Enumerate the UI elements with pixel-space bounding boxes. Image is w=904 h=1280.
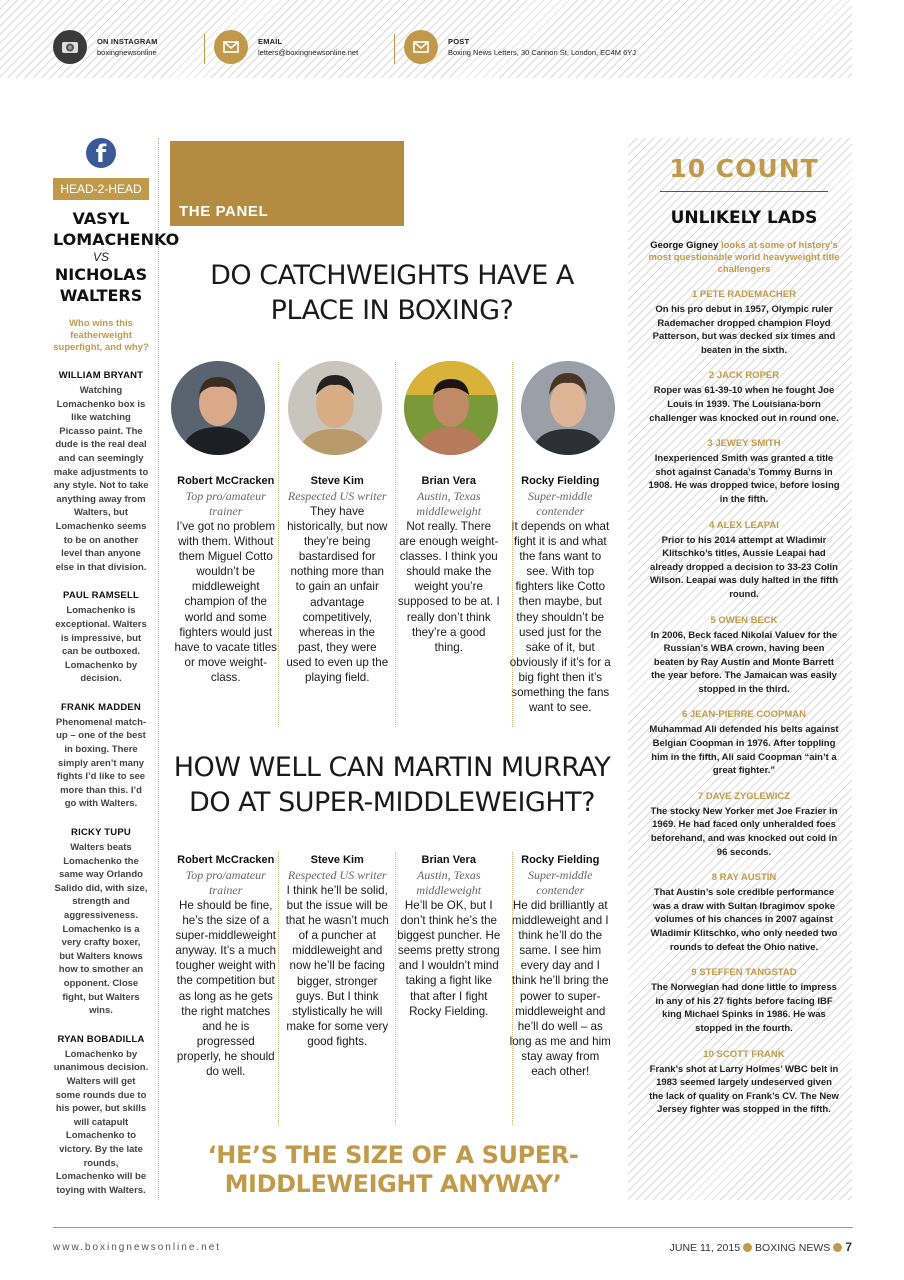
entry-title: 2 JACK ROPER	[708, 370, 780, 382]
panel-member	[505, 853, 617, 1079]
ten-count-byline	[648, 240, 840, 276]
list-item	[648, 615, 840, 697]
entry-title: 4 ALEX LEAPAI	[709, 519, 779, 531]
entry-title: 8 RAY AUSTIN	[711, 872, 777, 884]
panel-member	[282, 474, 394, 715]
facebook-icon[interactable]: f	[86, 138, 116, 168]
entry-title: 9 STEFFEN TANGSTAD	[691, 967, 797, 979]
fighter-two: NICHOLAS WALTERS	[54, 265, 148, 305]
panel-answers-two	[170, 853, 616, 1079]
envelope-icon	[214, 30, 248, 64]
entry-text: Muhammad Ali defended his belts against Belgian Coopman in 1976. After toppling him in the fifth, Ali said Coopman “ain’t a great fighter.”	[649, 724, 839, 777]
pundit-entry	[53, 827, 149, 1018]
column-divider	[512, 852, 513, 1125]
page-number: 7	[845, 1240, 852, 1254]
entry-title: 1 PETE RADEMACHER	[692, 289, 796, 300]
list-item	[648, 709, 840, 777]
entry-text: Roper was 61-39-10 when he fought Joe Louis in 1939. The Louisiana-born challenger was knocked out in round one.	[649, 385, 839, 424]
avatar-rocky-fielding	[521, 361, 615, 455]
footer-info	[670, 1240, 852, 1254]
column-divider	[395, 852, 396, 1125]
member-role: Top pro/amateur trainer	[185, 489, 266, 518]
member-answer: He did brilliantly at middleweight and I think he’ll do the same. I see him every day and I think he’ll bring the power to super-middleweight and he’ll do well – as long as me and him stay away from each other!	[509, 899, 611, 1079]
contact-value: boxingnewsonline	[97, 48, 157, 57]
member-answer: I think he’ll be solid, but the issue will be that he wasn’t much of a puncher at middleweight and now he’ll be facing bigger, stronger guys. But I think stylistically he will make for some very good fights.	[285, 884, 389, 1048]
member-role: Austin, Texas middleweight	[416, 868, 482, 897]
ten-count-heading: UNLIKELY LADS	[670, 208, 818, 228]
footer-url[interactable]: www.boxingnewsonline.net	[53, 1242, 222, 1253]
panel-question-two: HOW WELL CAN MARTIN MURRAY DO AT SUPER-MIDDLEWEIGHT?	[173, 752, 611, 818]
list-item	[648, 370, 840, 425]
avatar-robert-mccracken	[171, 361, 265, 455]
pundit-name: WILLIAM BRYANT	[58, 370, 144, 381]
entry-text: The stocky New Yorker met Joe Frazier in 1969. He had faced only unheralded foes beforehand, and was knocked out cold in 96 seconds.	[650, 805, 838, 858]
pundit-entry	[53, 590, 149, 686]
list-item	[648, 289, 840, 357]
entry-title: 6 JEAN-PIERRE COOPMAN	[681, 709, 807, 721]
member-name: Rocky Fielding	[521, 475, 600, 487]
panel-member	[505, 474, 617, 715]
contact-instagram[interactable]	[53, 30, 158, 64]
footer-rule	[53, 1227, 853, 1228]
member-name: Rocky Fielding	[521, 854, 600, 866]
contact-title: ON INSTAGRAM	[97, 37, 158, 46]
column-divider	[158, 138, 159, 1200]
contact-post[interactable]	[404, 30, 636, 64]
entry-text: In 2006, Beck faced Nikolai Valuev for the Russian’s WBA crown, having been beaten by Ray Austin and Monte Barrett the year before. The Jamaican was easily stopped in the third.	[650, 629, 838, 695]
pundit-name: PAUL RAMSELL	[63, 590, 139, 602]
panel-member	[393, 853, 505, 1079]
bullet-icon	[833, 1243, 842, 1252]
entry-text: Inexperienced Smith was granted a title shot against Canada’s Tommy Burns in 1908. He was dropped twice, before losing in the fifth.	[648, 453, 840, 505]
member-role: Respected US writer	[287, 868, 387, 882]
ten-count-column	[628, 138, 852, 1200]
member-answer: They have historically, but now they’re being bastardised for nothing more than to gain an unfair advantage competitively, whereas in the past, they were used to even up the playing field.	[286, 505, 389, 685]
member-name: Steve Kim	[310, 475, 364, 487]
publication-name: BOXING NEWS	[755, 1242, 831, 1254]
contact-value: letters@boxingnewsonline.net	[258, 48, 359, 57]
contact-title: EMAIL	[258, 37, 283, 46]
pundit-text: Phenomenal match-up – one of the best in boxing. There simply aren’t many fights I’d like to see more than this. I’d go with Walters.	[55, 716, 147, 810]
divider	[204, 34, 205, 64]
member-name: Brian Vera	[421, 475, 476, 487]
intro-text: looks at some of history’s most questionable world heavyweight title challengers	[648, 240, 840, 275]
column-divider	[395, 362, 396, 727]
entry-text: Frank’s shot at Larry Holmes’ WBC belt in 1983 seemed largely undeserved given the lack of quality on Frank’s CV. The New Jersey fighter was stopped in the fifth.	[649, 1063, 839, 1116]
panel-answers-one	[170, 474, 616, 715]
member-answer: It depends on what fight it is and what the fans want to see. With top fighters like Cotto then maybe, but they shouldn’t be used just for the sake of it, but obviously if it’s for a big fight then it’s something the fans want to see.	[509, 520, 611, 715]
divider	[394, 34, 395, 64]
camera-icon	[53, 30, 87, 64]
pundit-text: Lomachenko by unanimous decision. Walters will get some rounds due to his power, but skills will catapult Lomachenko to victory. By the late rounds, Lomachenko will be toying with Walters.	[53, 1048, 149, 1196]
ten-count-title: 10 COUNT	[669, 154, 819, 183]
pundit-entry	[53, 702, 149, 811]
entry-title: 10 SCOTT FRANK	[703, 1048, 785, 1060]
member-answer: He should be fine, he’s the size of a super-middleweight anyway. It’s a much tougher weight with the competition but as long as he gets the right matches and he is progressed properly, he should do well.	[175, 899, 277, 1079]
list-item	[648, 1049, 840, 1117]
member-answer: I’ve got no problem with them. Without them Miguel Cotto wouldn’t be middleweight champion of the world and some fighters would just have to vacate titles or move weight-class.	[174, 520, 277, 684]
panel-question-one: DO CATCHWEIGHTS HAVE A PLACE IN BOXING?	[210, 260, 574, 326]
list-item	[648, 520, 840, 602]
entry-text: That Austin’s sole credible performance was a draw with Sultan Ibragimov spoke volumes of his chances in 2007 against Wladimir Klitschko, who only needed two rounds to defeat the Ohio native.	[650, 887, 838, 953]
column-divider	[278, 362, 279, 727]
member-role: Respected US writer	[287, 489, 387, 503]
entry-title: 5 OWEN BECK	[710, 614, 778, 626]
envelope-icon	[404, 30, 438, 64]
pundit-text: Watching Lomachenko box is like watching Picasso paint. The dude is the real deal and can seemingly make adjustments to any style. Not to take anything away from Walters, but Lomachenko seems to be on another level than anyone else in that division.	[53, 385, 149, 573]
panel-member	[170, 853, 282, 1079]
entry-title: 7 DAVE ZYGLEWICZ	[697, 790, 791, 802]
panel-member	[170, 474, 282, 715]
divider	[660, 191, 828, 192]
head2head-question: Who wins this featherweight superfight, and why?	[53, 318, 149, 353]
member-role: Top pro/amateur trainer	[185, 868, 266, 897]
panel-member	[393, 474, 505, 715]
column-divider	[278, 852, 279, 1125]
pundit-name: RYAN BOBADILLA	[57, 1033, 145, 1045]
list-item	[648, 872, 840, 954]
head2head-label: HEAD-2-HEAD	[53, 178, 149, 200]
column-divider	[512, 362, 513, 727]
pundit-text: Walters beats Lomachenko the same way Orlando Salido did, with size, strength and aggressiveness. Lomachenko is a very crafty boxer, but Walters knows how to smother an opponent. Close fight, but Walters wins.	[54, 842, 148, 1017]
contact-value: Boxing News Letters, 30 Cannon St, London, EC4M 6YJ	[448, 48, 637, 57]
pundit-text: Lomachenko is exceptional. Walters is impressive, but can be outboxed. Lomachenko by decision.	[55, 605, 147, 685]
member-role: Austin, Texas middleweight	[416, 489, 482, 518]
contact-bar	[0, 0, 852, 78]
avatar-brian-vera	[404, 361, 498, 455]
pundit-name: FRANK MADDEN	[61, 701, 141, 713]
author-name: George Gigney	[650, 240, 719, 251]
avatar-steve-kim	[288, 361, 382, 455]
contact-email[interactable]	[214, 30, 358, 64]
entry-title: 3 JEWEY SMITH	[707, 438, 781, 450]
entry-text: On his pro debut in 1957, Olympic ruler Rademacher dropped champion Floyd Patterson, but was decked six times and beaten in the sixth.	[652, 304, 836, 356]
vs-label: VS	[92, 250, 109, 264]
contact-title: POST	[448, 37, 470, 46]
member-name: Robert McCracken	[177, 854, 275, 866]
pundit-entry	[53, 1034, 149, 1198]
member-name: Steve Kim	[310, 854, 364, 866]
member-role: Super-middle contender	[528, 489, 593, 518]
list-item	[648, 967, 840, 1035]
fighter-one: VASYL LOMACHENKO	[53, 209, 180, 249]
bullet-icon	[743, 1243, 752, 1252]
list-item	[648, 791, 840, 859]
member-answer: He’ll be OK, but I don’t think he’s the biggest puncher. He seems pretty strong and I wouldn’t mind taking a fight like that after I fight Rocky Fielding.	[397, 899, 501, 1018]
panel-header	[170, 141, 404, 226]
member-name: Robert McCracken	[177, 475, 275, 487]
entry-text: The Norwegian had done little to impress in any of his 27 fights before facing IBF king Michael Spinks in 1986. He was stopped in the fourth.	[651, 982, 837, 1034]
panel-member	[282, 853, 394, 1079]
member-role: Super-middle contender	[528, 868, 593, 897]
pull-quote: ‘HE’S THE SIZE OF A SUPER-MIDDLEWEIGHT ANYWAY’	[207, 1141, 579, 1198]
pundit-name: RICKY TUPU	[71, 827, 131, 839]
list-item	[648, 438, 840, 506]
head2head-column	[53, 138, 180, 1197]
issue-date: JUNE 11, 2015	[669, 1242, 741, 1254]
panel-label: THE PANEL	[179, 203, 269, 220]
pundit-entry	[53, 370, 149, 574]
entry-text: Prior to his 2014 attempt at Wladimir Klitschko’s titles, Aussie Leapai had already dropped a decision to 33-23 Colin Wilson. Leapai was duly halted in the fifth round.	[649, 534, 839, 600]
member-name: Brian Vera	[421, 854, 476, 866]
member-answer: Not really. There are enough weight-classes. I think you should make the weight you’re supposed to be at. I really don’t think they’re a good thing.	[397, 520, 500, 654]
